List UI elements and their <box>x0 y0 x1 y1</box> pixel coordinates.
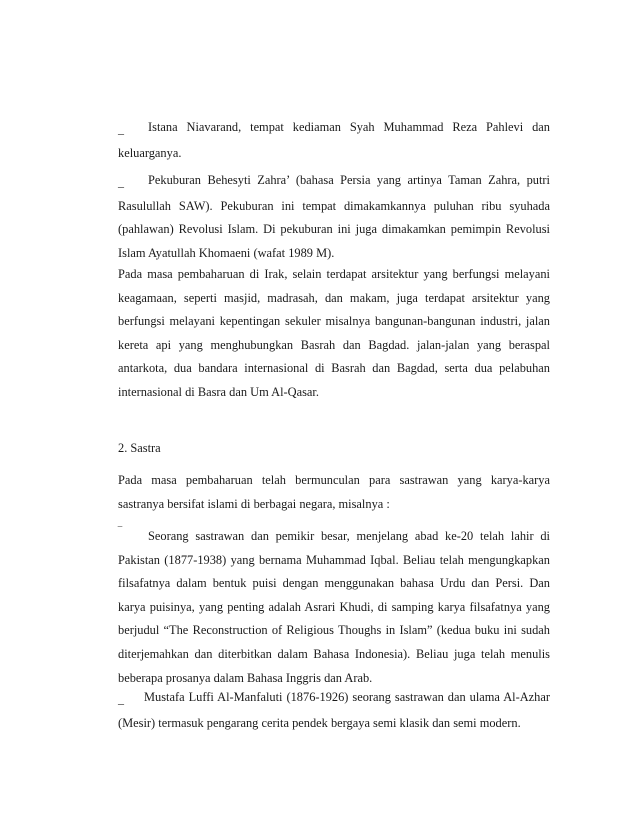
paragraph-text-line: Pada masa pembaharuan telah bermunculan para sastrawan yang karya-karya <box>118 473 550 487</box>
bullet-marker: _ <box>118 122 124 136</box>
item-text-line: Seorang sastrawan dan pemikir besar, menjelang abad ke-20 telah lahir di <box>148 529 550 543</box>
paragraph-sastra-intro <box>118 469 550 516</box>
paragraph-text-line: internasional di Basra dan Um Al-Qasar. <box>118 384 319 399</box>
item-text-line: berjudul “The Reconstruction of Religious Thoughs in Islam” (kedua buku ini sudah <box>118 623 550 638</box>
paragraph-text-line: berfungsi melayani kepentingan sekuler misalnya bangunan-bangunan industri, jalan <box>118 314 550 329</box>
item-text-line: Istana Niavarand, tempat kediaman Syah Muhammad Reza Pahlevi dan <box>148 120 550 134</box>
bullet-item-mustafa-luffi-al-manfaluti <box>118 686 550 735</box>
paragraph-text-line: sastranya bersifat islami di berbagai negara, misalnya : <box>118 496 390 511</box>
paragraph-text-line: keagamaan, seperti masjid, madrasah, dan makam, juga terdapat arsitektur yang <box>118 290 550 305</box>
bullet-item-muhammad-iqbal <box>118 521 550 690</box>
item-text-line: Mustafa Luffi Al-Manfaluti (1876-1926) seorang sastrawan dan ulama Al-Azhar <box>144 690 550 704</box>
bullet-item-istana-niavarand <box>118 116 550 165</box>
bullet-item-pekuburan-behesyti-zahra <box>118 169 550 265</box>
item-text-line: Rasulullah SAW). Pekuburan ini tempat dimakamkannya puluhan ribu syuhada <box>118 198 550 213</box>
item-text-line: beberapa prosanya dalam Bahasa Inggris dan Arab. <box>118 670 373 685</box>
item-text-line: Islam Ayatullah Khomaeni (wafat 1989 M). <box>118 245 335 260</box>
bullet-marker: _ <box>118 175 124 189</box>
paragraph-text-line: antarkota, dua bandara internasional di Basrah dan Bagdad, serta dua pelabuhan <box>118 361 550 376</box>
item-text-line: (Mesir) termasuk pengarang cerita pendek bergaya semi klasik dan semi modern. <box>118 715 521 730</box>
paragraph-text-line: kereta api yang menghubungkan Basrah dan Bagdad. jalan-jalan yang beraspal <box>118 337 550 352</box>
item-text-line: Pekuburan Behesyti Zahra’ (bahasa Persia yang artinya Taman Zahra, putri <box>148 173 550 187</box>
item-text-line: filsafatnya dalam bentuk puisi dengan menggunakan bahasa Urdu dan Persi. Dan <box>118 576 550 591</box>
paragraph-arsitektur-irak <box>118 263 550 405</box>
bullet-marker: ‾ <box>118 525 122 539</box>
item-text-line: (pahlawan) Revolusi Islam. Di pekuburan ini juga dimakamkan pemimpin Revolusi <box>118 222 550 237</box>
item-text-line: karya puisinya, yang penting adalah Asrari Khudi, di samping karya filsafatnya yang <box>118 599 550 614</box>
item-text-line: keluarganya. <box>118 145 182 160</box>
paragraph-text-line: Pada masa pembaharuan di Irak, selain terdapat arsitektur yang berfungsi melayani <box>118 267 550 281</box>
section-heading-sastra: 2. Sastra <box>118 441 161 455</box>
item-text-line: Pakistan (1877-1938) yang bernama Muhammad Iqbal. Beliau telah mengungkapkan <box>118 552 550 567</box>
bullet-marker: _ <box>118 692 124 706</box>
item-text-line: diterjemahkan dan diterbitkan dalam Bahasa Indonesia). Beliau juga telah menulis <box>118 646 550 661</box>
